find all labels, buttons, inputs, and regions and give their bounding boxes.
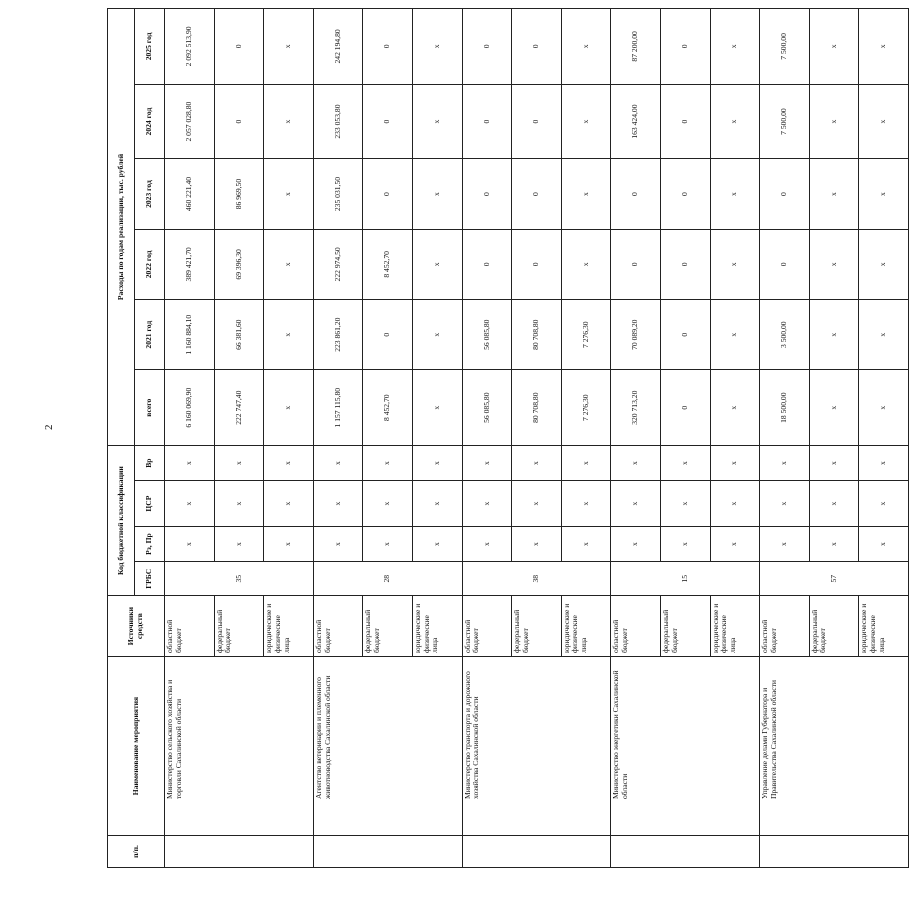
table-body	[165, 9, 909, 868]
cell-rzpr: x	[313, 527, 363, 562]
cell-total: 6 160 069,90	[165, 370, 215, 446]
cell-csr: x	[660, 481, 710, 527]
cell-y2024: 163 424,00	[611, 84, 661, 159]
cell-vr: x	[710, 446, 760, 481]
cell-y2024: 0	[363, 84, 413, 159]
header-grbs: ГРБС	[135, 562, 165, 596]
cell-rzpr: x	[710, 527, 760, 562]
rotated-table-container	[107, 8, 888, 868]
cell-vr: x	[462, 446, 512, 481]
cell-y2025: 0	[462, 9, 512, 85]
cell-y2023: 0	[462, 159, 512, 229]
cell-vr: x	[561, 446, 611, 481]
header-2021: 2021 год	[135, 300, 165, 370]
cell-y2023: 0	[760, 159, 810, 229]
cell-y2024: x	[809, 84, 859, 159]
measure-name-cell: Министерство транспорта и дорожного хозяйства Сахалинской области	[462, 657, 611, 836]
grbs-cell: 35	[165, 562, 314, 596]
cell-rzpr: x	[363, 527, 413, 562]
cell-rzpr: x	[165, 527, 215, 562]
cell-vr: x	[214, 446, 264, 481]
cell-y2023: x	[264, 159, 314, 229]
cell-y2022: x	[859, 229, 909, 299]
table-row	[462, 9, 512, 868]
pp-cell	[165, 836, 314, 868]
cell-total: x	[412, 370, 462, 446]
cell-vr: x	[760, 446, 810, 481]
cell-y2021: 0	[660, 300, 710, 370]
header-2022: 2022 год	[135, 229, 165, 299]
cell-y2024: 233 053,80	[313, 84, 363, 159]
measure-name-cell: Агентство ветеринарии и племенного животноводства Сахалинской области	[313, 657, 462, 836]
cell-y2025: 242 194,80	[313, 9, 363, 85]
cell-total: 56 085,80	[462, 370, 512, 446]
cell-rzpr: x	[611, 527, 661, 562]
source-cell: юридические и физические лица	[561, 596, 611, 657]
header-2023: 2023 год	[135, 159, 165, 229]
cell-vr: x	[313, 446, 363, 481]
cell-y2025: 87 200,00	[611, 9, 661, 85]
table-row	[760, 9, 810, 868]
cell-rzpr: x	[809, 527, 859, 562]
grbs-cell: 57	[760, 562, 909, 596]
source-cell: федеральный бюджет	[512, 596, 562, 657]
cell-y2021: 3 500,00	[760, 300, 810, 370]
header-2025: 2025 год	[135, 9, 165, 85]
cell-y2021: 70 089,20	[611, 300, 661, 370]
cell-y2025: 0	[660, 9, 710, 85]
cell-y2021: 7 276,30	[561, 300, 611, 370]
source-cell: юридические и физические лица	[859, 596, 909, 657]
cell-y2025: 7 500,00	[760, 9, 810, 85]
source-cell: областной бюджет	[313, 596, 363, 657]
cell-y2022: 0	[462, 229, 512, 299]
cell-y2024: x	[561, 84, 611, 159]
cell-vr: x	[165, 446, 215, 481]
cell-csr: x	[264, 481, 314, 527]
cell-csr: x	[313, 481, 363, 527]
header-vr: Вр	[135, 446, 165, 481]
cell-y2025: x	[809, 9, 859, 85]
cell-vr: x	[512, 446, 562, 481]
source-cell: областной бюджет	[611, 596, 661, 657]
cell-total: 1 157 115,80	[313, 370, 363, 446]
grbs-cell: 28	[313, 562, 462, 596]
cell-y2025: 2 092 513,90	[165, 9, 215, 85]
cell-csr: x	[512, 481, 562, 527]
cell-y2024: 0	[660, 84, 710, 159]
cell-y2022: 8 452,70	[363, 229, 413, 299]
cell-y2021: x	[264, 300, 314, 370]
cell-csr: x	[611, 481, 661, 527]
header-exp-group: Расходы по годам реализации, тыс. рублей	[108, 9, 135, 446]
cell-y2023: 0	[611, 159, 661, 229]
cell-total: 7 276,30	[561, 370, 611, 446]
header-total: всего	[135, 370, 165, 446]
header-code-group: Код бюджетной классификации	[108, 446, 135, 596]
header-source: Источники средств	[108, 596, 165, 657]
header-2024: 2024 год	[135, 84, 165, 159]
pp-cell	[313, 836, 462, 868]
cell-y2025: 0	[512, 9, 562, 85]
cell-y2022: x	[710, 229, 760, 299]
cell-rzpr: x	[561, 527, 611, 562]
cell-y2022: 0	[760, 229, 810, 299]
header-pp: п/п.	[108, 836, 165, 868]
cell-csr: x	[760, 481, 810, 527]
cell-y2025: x	[859, 9, 909, 85]
cell-total: 0	[660, 370, 710, 446]
source-cell: областной бюджет	[462, 596, 512, 657]
cell-y2022: x	[412, 229, 462, 299]
cell-total: 8 452,70	[363, 370, 413, 446]
measure-name-cell: Управление делами Губернатора и Правительства Сахалинской области	[760, 657, 909, 836]
cell-rzpr: x	[660, 527, 710, 562]
cell-total: 80 708,80	[512, 370, 562, 446]
cell-y2022: x	[809, 229, 859, 299]
cell-vr: x	[412, 446, 462, 481]
cell-y2023: 460 221,40	[165, 159, 215, 229]
cell-total: x	[809, 370, 859, 446]
cell-y2023: 235 031,50	[313, 159, 363, 229]
cell-rzpr: x	[760, 527, 810, 562]
cell-y2022: x	[561, 229, 611, 299]
cell-y2021: 80 708,80	[512, 300, 562, 370]
cell-rzpr: x	[462, 527, 512, 562]
cell-y2021: x	[710, 300, 760, 370]
source-cell: федеральный бюджет	[660, 596, 710, 657]
cell-csr: x	[165, 481, 215, 527]
cell-vr: x	[264, 446, 314, 481]
cell-y2024: 2 057 028,80	[165, 84, 215, 159]
source-cell: федеральный бюджет	[214, 596, 264, 657]
cell-y2025: x	[561, 9, 611, 85]
cell-vr: x	[363, 446, 413, 481]
cell-rzpr: x	[412, 527, 462, 562]
cell-csr: x	[462, 481, 512, 527]
cell-total: x	[710, 370, 760, 446]
cell-y2023: x	[412, 159, 462, 229]
source-cell: федеральный бюджет	[809, 596, 859, 657]
cell-y2024: 0	[462, 84, 512, 159]
cell-y2023: x	[710, 159, 760, 229]
cell-rzpr: x	[214, 527, 264, 562]
cell-y2023: 0	[512, 159, 562, 229]
cell-y2023: x	[809, 159, 859, 229]
cell-y2025: x	[412, 9, 462, 85]
cell-csr: x	[412, 481, 462, 527]
cell-y2024: x	[859, 84, 909, 159]
cell-vr: x	[809, 446, 859, 481]
cell-y2021: x	[859, 300, 909, 370]
source-cell: областной бюджет	[760, 596, 810, 657]
cell-y2025: 0	[214, 9, 264, 85]
cell-y2021: 1 160 884,10	[165, 300, 215, 370]
cell-y2022: 0	[611, 229, 661, 299]
measure-name-cell: Министерство сельского хозяйства и торговли Сахалинской области	[165, 657, 314, 836]
source-cell: федеральный бюджет	[363, 596, 413, 657]
cell-vr: x	[660, 446, 710, 481]
source-cell: юридические и физические лица	[264, 596, 314, 657]
cell-total: 18 500,00	[760, 370, 810, 446]
page-number: 2	[43, 424, 55, 430]
cell-y2022: 0	[512, 229, 562, 299]
cell-csr: x	[809, 481, 859, 527]
cell-y2021: 223 861,20	[313, 300, 363, 370]
cell-y2024: x	[264, 84, 314, 159]
cell-total: x	[859, 370, 909, 446]
cell-y2022: 389 421,70	[165, 229, 215, 299]
cell-y2023: 86 969,50	[214, 159, 264, 229]
cell-csr: x	[710, 481, 760, 527]
pp-cell	[462, 836, 611, 868]
cell-csr: x	[561, 481, 611, 527]
cell-y2025: 0	[363, 9, 413, 85]
cell-y2024: 7 500,00	[760, 84, 810, 159]
cell-vr: x	[859, 446, 909, 481]
cell-y2022: x	[264, 229, 314, 299]
cell-y2023: 0	[660, 159, 710, 229]
table-row	[611, 9, 661, 868]
cell-rzpr: x	[859, 527, 909, 562]
cell-vr: x	[611, 446, 661, 481]
cell-csr: x	[859, 481, 909, 527]
header-csr: ЦСР	[135, 481, 165, 527]
cell-y2023: x	[561, 159, 611, 229]
cell-y2024: x	[710, 84, 760, 159]
cell-y2022: 0	[660, 229, 710, 299]
grbs-cell: 15	[611, 562, 760, 596]
cell-y2023: x	[859, 159, 909, 229]
source-cell: областной бюджет	[165, 596, 215, 657]
cell-y2024: 0	[512, 84, 562, 159]
cell-total: 320 713,20	[611, 370, 661, 446]
table-row	[313, 9, 363, 868]
source-cell: юридические и физические лица	[412, 596, 462, 657]
source-cell: юридические и физические лица	[710, 596, 760, 657]
cell-y2024: 0	[214, 84, 264, 159]
cell-csr: x	[363, 481, 413, 527]
cell-y2024: x	[412, 84, 462, 159]
header-rzpr: Рз, Пр	[135, 527, 165, 562]
cell-y2021: 0	[363, 300, 413, 370]
cell-y2022: 222 974,50	[313, 229, 363, 299]
cell-total: 222 747,40	[214, 370, 264, 446]
cell-y2025: x	[710, 9, 760, 85]
table-row	[165, 9, 215, 868]
pp-cell	[760, 836, 909, 868]
cell-total: x	[264, 370, 314, 446]
measure-name-cell: Министерство энергетики Сахалинской области	[611, 657, 760, 836]
cell-y2023: 0	[363, 159, 413, 229]
cell-y2022: 69 396,30	[214, 229, 264, 299]
expenses-table	[107, 8, 909, 868]
header-name: Наименование мероприятия	[108, 657, 165, 836]
cell-rzpr: x	[512, 527, 562, 562]
cell-y2025: x	[264, 9, 314, 85]
cell-y2021: 66 381,60	[214, 300, 264, 370]
cell-y2021: x	[412, 300, 462, 370]
table-header	[108, 9, 165, 868]
pp-cell	[611, 836, 760, 868]
cell-y2021: 56 085,80	[462, 300, 512, 370]
grbs-cell: 38	[462, 562, 611, 596]
cell-rzpr: x	[264, 527, 314, 562]
cell-y2021: x	[809, 300, 859, 370]
cell-csr: x	[214, 481, 264, 527]
